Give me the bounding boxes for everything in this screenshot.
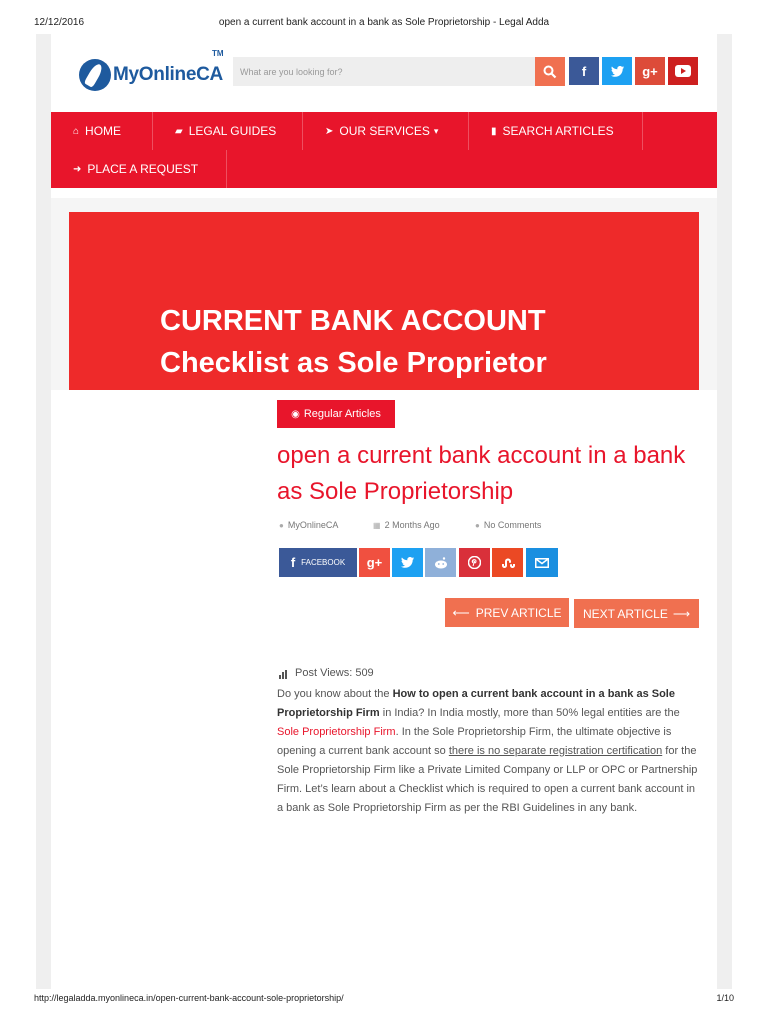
next-article-label: NEXT ARTICLE bbox=[582, 606, 668, 621]
facebook-icon[interactable]: f bbox=[569, 57, 599, 85]
meta-author[interactable] bbox=[279, 520, 338, 530]
nav-our-services[interactable] bbox=[303, 112, 469, 150]
sign-in-icon: ➜ bbox=[73, 163, 82, 175]
logo-text: MyOnlineCA bbox=[113, 64, 223, 85]
web-page bbox=[51, 34, 717, 989]
share-email-button[interactable] bbox=[526, 548, 558, 577]
prev-article-label: PREV ARTICLE bbox=[475, 605, 562, 620]
print-page-number: 1/10 bbox=[716, 993, 734, 1003]
search-button[interactable] bbox=[535, 57, 565, 86]
post-views-label: Post Views: 509 bbox=[295, 667, 374, 679]
envelope-icon bbox=[535, 558, 549, 568]
facebook-icon: f bbox=[290, 555, 296, 570]
category-tag[interactable] bbox=[277, 400, 395, 428]
arrow-left-icon: ⟵ bbox=[452, 605, 470, 620]
print-title: open a current bank account in a bank as Sole Proprietorship - Legal Adda bbox=[218, 17, 550, 28]
share-reddit-button[interactable] bbox=[425, 548, 456, 577]
youtube-icon[interactable] bbox=[668, 57, 698, 85]
twitter-icon bbox=[401, 557, 414, 568]
meta-comments[interactable] bbox=[475, 520, 541, 530]
search-input[interactable] bbox=[233, 57, 535, 86]
sole-proprietorship-link[interactable]: Sole Proprietorship Firm bbox=[277, 726, 396, 738]
share-stumbleupon-button[interactable] bbox=[492, 548, 523, 577]
nav-place-a-request[interactable] bbox=[51, 150, 227, 188]
twitter-icon[interactable] bbox=[602, 57, 632, 85]
comments-icon: ● bbox=[475, 520, 480, 530]
comments-count: No Comments bbox=[483, 520, 542, 530]
nav-home[interactable] bbox=[51, 112, 153, 150]
google-plus-icon: g+ bbox=[366, 555, 383, 570]
stumbleupon-icon bbox=[501, 558, 515, 568]
share-facebook-label: FACEBOOK bbox=[301, 558, 346, 567]
nav-legal-guides-label: LEGAL GUIDES bbox=[188, 124, 277, 138]
category-label: Regular Articles bbox=[303, 408, 381, 420]
logo-trademark: TM bbox=[212, 49, 224, 58]
nav-our-services-label: OUR SERVICES bbox=[339, 124, 430, 138]
prev-article-button[interactable] bbox=[445, 598, 569, 627]
nav-search-articles-label: SEARCH ARTICLES bbox=[502, 124, 614, 138]
google-plus-icon[interactable]: g+ bbox=[635, 57, 665, 85]
nav-place-a-request-label: PLACE A REQUEST bbox=[87, 162, 199, 176]
reddit-icon bbox=[434, 557, 448, 569]
logo-pen-icon bbox=[79, 59, 111, 91]
hero-line-1: CURRENT BANK ACCOUNT bbox=[160, 305, 546, 337]
next-article-button[interactable] bbox=[574, 599, 699, 628]
user-icon: ● bbox=[279, 520, 284, 530]
share-google-plus-button[interactable] bbox=[359, 548, 390, 577]
hero-wrapper bbox=[51, 198, 717, 390]
hero-line-2: Checklist as Sole Proprietor bbox=[160, 347, 547, 379]
body-text-1: Do you know about the bbox=[277, 688, 393, 700]
search-icon bbox=[543, 65, 557, 79]
home-icon: ⌂ bbox=[73, 125, 80, 137]
globe-icon: ◉ bbox=[291, 408, 300, 420]
post-views bbox=[279, 667, 374, 679]
post-date: 2 Months Ago bbox=[384, 520, 440, 530]
nav-legal-guides[interactable] bbox=[153, 112, 303, 150]
article-body bbox=[277, 685, 703, 818]
body-text-4: for the Sole Proprietorship Firm like a Private Limited Company or LLP or OPC or Partnership Firm. Let’s learn about a Checklist which is required to open a current bank account in a bank as Sole Proprietorship Firm as per the RBI Guidelines in any bank. bbox=[277, 745, 698, 814]
body-text-2: in India? In India mostly, more than 50% legal entities are the bbox=[379, 707, 680, 719]
body-bold-phrase: How to open a current bank account in a bank as Sole Proprietorship Firm bbox=[277, 688, 675, 719]
hero-banner bbox=[69, 212, 699, 390]
site-logo[interactable] bbox=[79, 58, 223, 92]
book-icon: ▰ bbox=[175, 125, 183, 137]
bookmark-icon: ▮ bbox=[491, 125, 497, 137]
share-facebook-button[interactable] bbox=[279, 548, 357, 577]
nav-home-label: HOME bbox=[85, 124, 122, 138]
hero-title bbox=[160, 300, 547, 384]
arrow-right-icon: ⟶ bbox=[672, 606, 691, 621]
caret-down-icon: ▾ bbox=[433, 125, 439, 136]
pinterest-icon bbox=[468, 556, 481, 569]
print-url: http://legaladda.myonlineca.in/open-current-bank-account-sole-proprietorship/ bbox=[34, 993, 344, 1003]
body-text-3: . In the Sole Proprietorship Firm, the ultimate objective is opening a current bank account so bbox=[277, 726, 672, 757]
author-name: MyOnlineCA bbox=[287, 520, 339, 530]
share-twitter-button[interactable] bbox=[392, 548, 423, 577]
bar-chart-icon bbox=[279, 670, 288, 679]
meta-date bbox=[373, 520, 440, 530]
registration-certification-link[interactable]: there is no separate registration certification bbox=[448, 745, 663, 757]
share-pinterest-button[interactable] bbox=[459, 548, 490, 577]
paper-plane-icon: ➤ bbox=[325, 125, 334, 137]
print-header bbox=[0, 0, 768, 34]
nav-search-articles[interactable] bbox=[469, 112, 643, 150]
main-navigation bbox=[51, 112, 717, 188]
print-date: 12/12/2016 bbox=[34, 17, 85, 28]
calendar-icon: ▦ bbox=[373, 520, 381, 530]
article-title: open a current bank account in a bank as Sole Proprietorship bbox=[277, 442, 686, 505]
